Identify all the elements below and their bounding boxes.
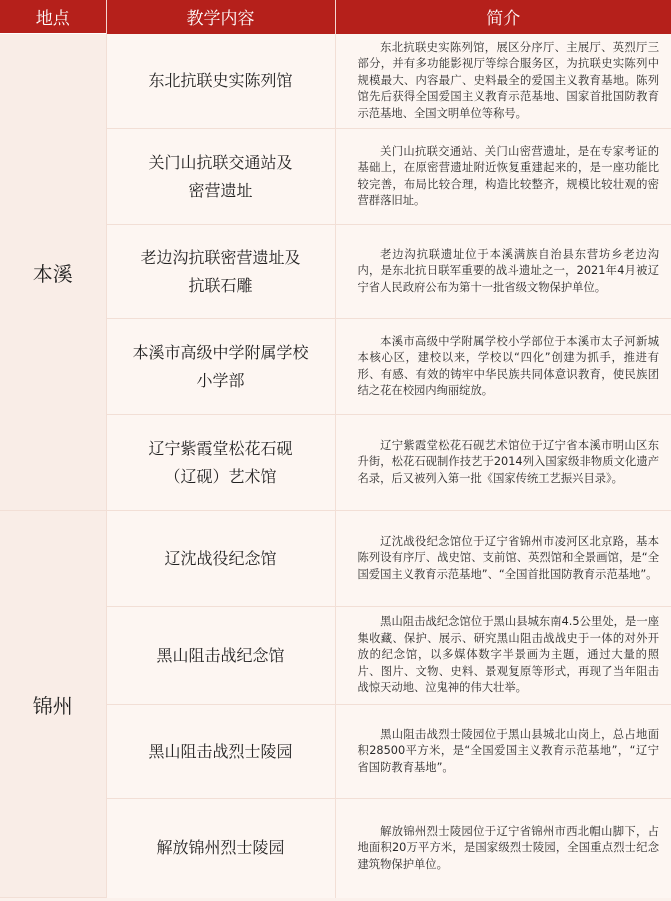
- location-cell-jinzhou: 锦州: [0, 511, 106, 898]
- content-line: 黑山阻击战纪念馆: [156, 645, 285, 665]
- table-row: [0, 511, 671, 607]
- header-row: [0, 0, 671, 34]
- intro-cell: 本溪市高级中学附属学校小学部位于本溪市太子河新城本核心区，建校以来，学校以“四化”创建为抓手，推进有形、有感、有效的铸牢中华民族共同体意识教育，使民族团结之花在校园内绚丽绽放。: [335, 319, 671, 415]
- content-cell: [106, 511, 335, 607]
- content-line: 小学部: [196, 370, 245, 390]
- content-line: 老边沟抗联密营遗址及: [140, 247, 301, 267]
- content-cell: [106, 799, 335, 898]
- intro-cell: 老边沟抗联遗址位于本溪满族自治县东营坊乡老边沟内，是东北抗日联军重要的战斗遗址之一，2021年4月被辽宁省人民政府公布为第十一批省级文物保护单位。: [335, 225, 671, 319]
- intro-cell: 辽宁紫霞堂松花石砚艺术馆位于辽宁省本溪市明山区东升街，松花石砚制作技艺于2014列入国家级非物质文化遗产名录，后又被列入第一批《国家传统工艺振兴目录》。: [335, 415, 671, 511]
- content-line: 关门山抗联交通站及: [148, 152, 293, 172]
- intro-cell: 解放锦州烈士陵园位于辽宁省锦州市西北帽山脚下，占地面积20万平方米，是国家级烈士陵园，全国重点烈士纪念建筑物保护单位。: [335, 799, 671, 898]
- content-line: 密营遗址: [188, 180, 253, 200]
- content-cell: [106, 225, 335, 319]
- content-cell: [106, 34, 335, 129]
- content-line: 辽沈战役纪念馆: [164, 548, 277, 568]
- intro-cell: 东北抗联史实陈列馆，展区分序厅、主展厅、英烈厅三部分，并有多功能影视厅等综合服务区，为抗联史实陈列中规模最大、内容最广、史料最全的爱国主义教育基地。陈列馆先后获得全国爱国主义教育示范基地、国家首批国防教育示范基地、全国文明单位等称号。: [335, 34, 671, 129]
- content-line: 黑山阻击战烈士陵园: [148, 741, 293, 761]
- header-content: 教学内容: [106, 0, 335, 34]
- content-cell: [106, 415, 335, 511]
- content-line: 抗联石雕: [188, 275, 253, 295]
- content-line: 东北抗联史实陈列馆: [148, 70, 293, 90]
- intro-cell: 关门山抗联交通站、关门山密营遗址，是在专家考证的基础上，在原密营遗址附近恢复重建起来的，是一座功能比较完善，布局比较合理，构造比较整齐，规模比较壮观的密营群落旧址。: [335, 129, 671, 225]
- intro-cell: 辽沈战役纪念馆位于辽宁省锦州市凌河区北京路，基本陈列设有序厅、战史馆、支前馆、英烈馆和全景画馆，是“全国爱国主义教育示范基地”、“全国首批国防教育示范基地”。: [335, 511, 671, 607]
- intro-cell: 黑山阻击战烈士陵园位于黑山县城北山岗上，总占地面积28500平方米，是“全国爱国主义教育示范基地”，“辽宁省国防教育基地”。: [335, 705, 671, 799]
- content-line: （辽砚）艺术馆: [164, 466, 277, 486]
- content-line: 辽宁紫霞堂松花石砚: [148, 438, 293, 458]
- content-line: 本溪市高级中学附属学校: [132, 342, 309, 362]
- content-cell: [106, 129, 335, 225]
- content-line: 解放锦州烈士陵园: [156, 838, 285, 858]
- location-cell-benxi: 本溪: [0, 34, 106, 511]
- content-cell: [106, 705, 335, 799]
- table-header: [0, 0, 671, 34]
- header-intro: 简介: [335, 0, 671, 34]
- content-cell: [106, 319, 335, 415]
- header-location: 地点: [0, 0, 106, 34]
- intro-cell: 黑山阻击战纪念馆位于黑山县城东南4.5公里处，是一座集收藏、保护、展示、研究黑山阻击战战史于一体的对外开放的纪念馆，以多媒体数字半景画为主题，通过大量的照片、图片、文物、史料、景观复原等形式，再现了当年阻击战惊天动地、泣鬼神的伟大壮举。: [335, 607, 671, 705]
- content-cell: [106, 607, 335, 705]
- table-row: [0, 34, 671, 129]
